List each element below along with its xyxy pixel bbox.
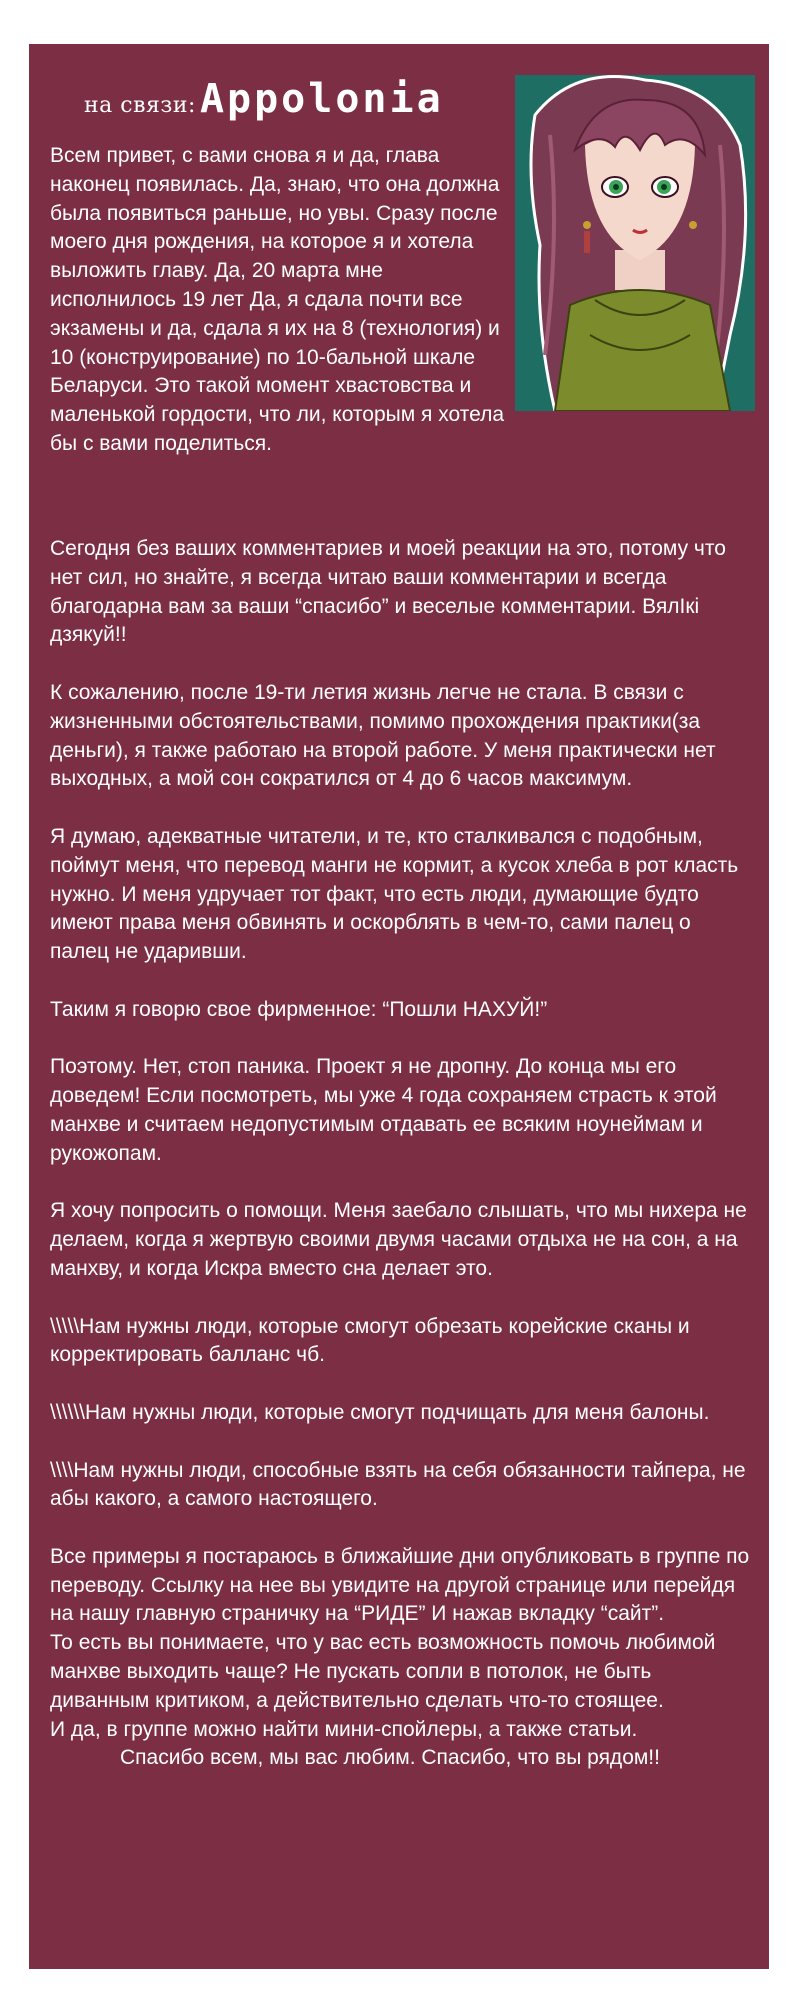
author-name: Appolonia bbox=[199, 76, 444, 122]
header-prefix: на связи: bbox=[84, 93, 196, 118]
paragraph-opportunity: То есть вы понимаете, что у вас есть возможность помочь любимой манхве выходить чаще? Не пускать сопли в потолок, не быть диванным критиком, а действительно сделать что-то стоящее. bbox=[50, 1631, 716, 1712]
paragraph-need-typesetters: \\\\Нам нужны люди, способные взять на себя обязанности тайпера, не абы какого, а самого настоящего. bbox=[50, 1458, 746, 1511]
paragraph-life: К сожалению, после 19-ти летия жизнь легче не стала. В связи с жизненными обстоятельствами, помимо прохождения практики(за деньги), я также работаю на второй работе. У меня практически нет выходных, а мой сон сократился от 4 до 6 часов максимум. bbox=[50, 680, 716, 791]
closing-thanks: Спасибо всем, мы вас любим. Спасибо, что вы рядом!! bbox=[120, 1746, 660, 1770]
paragraph-help: Я хочу попросить о помощи. Меня заебало слышать, что мы нихера не делаем, когда я жертвую своими двумя часами отдыха не на сон, а на манхву, и когда Искра вместо сна делает это. bbox=[50, 1199, 747, 1280]
paragraph-examples: Все примеры я постараюсь в ближайшие дни опубликовать в группе по переводу. Ссылку на нее вы увидите на другой странице или перейдя на нашу главную страничку на “РИДЕ” И нажав вкладку “сайт”. bbox=[50, 1544, 750, 1626]
intro-text: Всем привет, с вами снова я и да, глава наконец появилась. Да, знаю, что она должна была появиться раньше, но увы. Сразу после моего дня рождения, на которое я и хотела выложить главу. Да, 20 марта мне исполнилось 19 лет Да, я сдала почти все экзамены и да, сдала я их на 8 (технология) и 10 (конструирование) по 10-бальной шкале Беларуси. Это такой момент хвастовства и маленькой гордости, что ли, которым я хотела бы с вами поделиться. bbox=[50, 144, 505, 455]
paragraph-statement: Таким я говорю свое фирменное: “Пошли НАХУЙ!” bbox=[50, 997, 548, 1021]
portrait-illustration bbox=[515, 75, 755, 411]
paragraph-need-cleaners: \\\\\Нам нужны люди, которые смогут обрезать корейские сканы и корректировать балланс чб. bbox=[50, 1314, 690, 1367]
paragraph-thanks: Сегодня без ваших комментариев и моей реакции на это, потому что нет сил, но знайте, я всегда читаю ваши комментарии и всегда благодарна вам за ваши “спасибо” и веселые комментарии. ВялІкі дзякуй!! bbox=[50, 537, 726, 647]
paragraph-spoilers: И да, в группе можно найти мини-спойлеры, а также статьи. bbox=[50, 1717, 638, 1741]
anime-girl-portrait bbox=[515, 75, 755, 411]
announcement-body bbox=[50, 535, 750, 1773]
paragraph-need-redrawers: \\\\\\Нам нужны люди, которые смогут подчищать для меня балоны. bbox=[50, 1400, 710, 1424]
paragraph-project: Поэтому. Нет, стоп паника. Проект я не дропну. До конца мы его доведем! Если посмотреть, мы уже 4 года сохраняем страсть к этой манхве и считаем недопустимым отдавать ее всяким ноунеймам и рукожопам. bbox=[50, 1055, 717, 1165]
author-header bbox=[84, 76, 444, 126]
paragraph-readers: Я думаю, адекватные читатели, и те, кто сталкивался с подобным, поймут меня, что перевод манги не кормит, а кусок хлеба в рот класть нужно. И меня удручает тот факт, что есть люди, думающие будто имеют права меня обвинять и оскорблять в чем-то, сами палец о палец не ударивши. bbox=[50, 824, 739, 964]
